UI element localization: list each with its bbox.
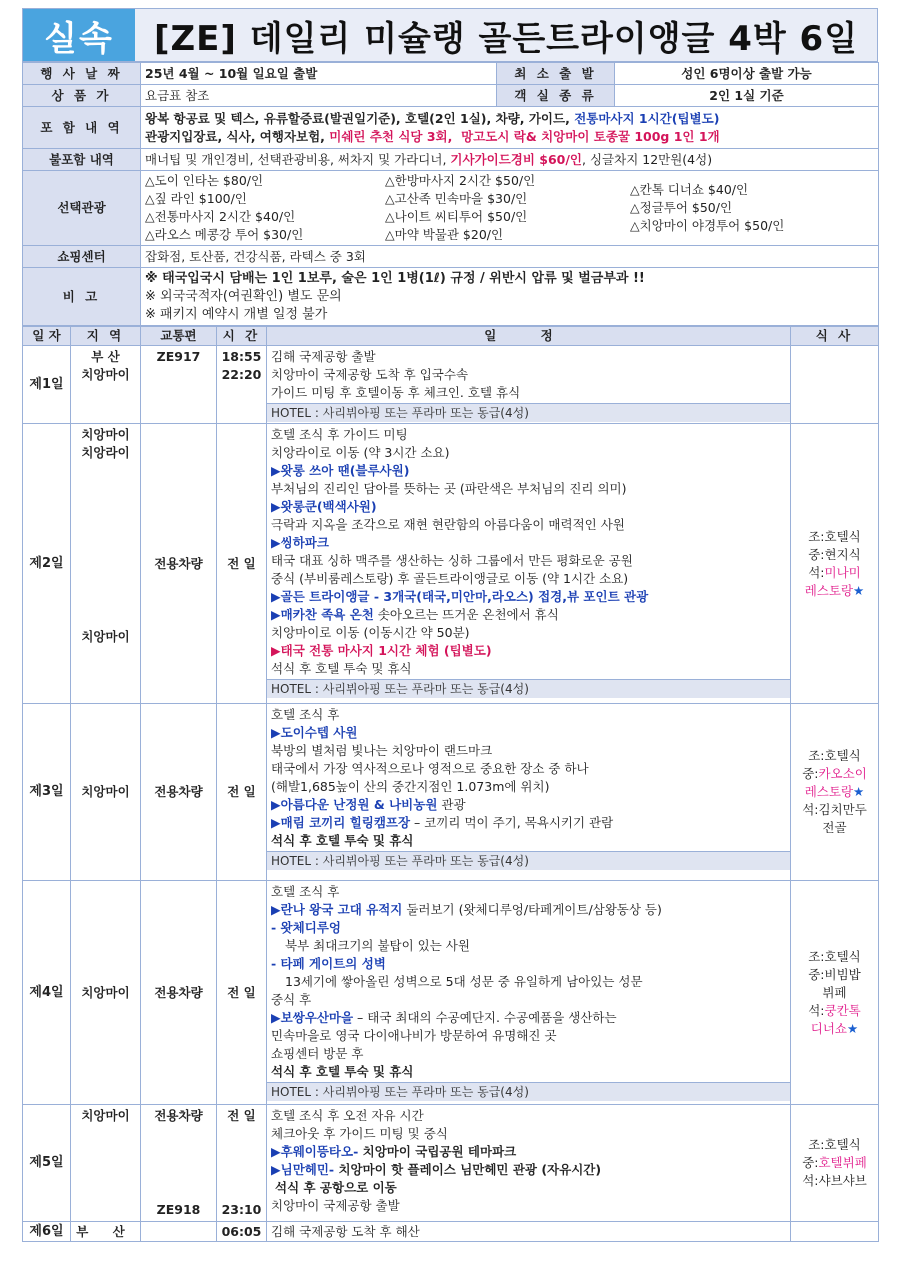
schedule-line bbox=[271, 814, 786, 832]
min-departure-value: 성인 6명이상 출발 가능 bbox=[615, 63, 879, 85]
schedule-line: 치앙마이 국제공항 도착 후 입국수속 bbox=[271, 367, 469, 382]
inclusions-michelin: 미쉐린 추천 식당 3회, bbox=[329, 128, 453, 144]
note-item: ※ 외국국적자(여권확인) 별도 문의 bbox=[145, 288, 342, 304]
optional-tour-item: △고산족 민속마을 $30/인 bbox=[385, 191, 528, 206]
schedule-line: 김해 국제공항 출발 bbox=[271, 349, 376, 364]
day-region bbox=[71, 424, 141, 704]
time-item: 22:20 bbox=[221, 367, 262, 382]
info-table bbox=[22, 62, 879, 326]
meal-breakfast: 조:호텔식 bbox=[808, 1137, 861, 1152]
meal-lunch-place: 호텔뷔페 bbox=[818, 1155, 867, 1170]
min-departure-label: 최 소 출 발 bbox=[497, 63, 615, 85]
meal-lunch: 중:비빔밥 bbox=[808, 966, 861, 982]
schedule-text: – 태국 최대의 수공예단지. 수공예품을 생산하는 bbox=[353, 1010, 617, 1025]
schedule-highlight: ▶님만헤민- bbox=[271, 1162, 335, 1177]
col-header-meal: 식 사 bbox=[791, 327, 879, 346]
day-label: 제4일 bbox=[23, 881, 71, 1105]
schedule-line bbox=[271, 1161, 786, 1179]
meal-dinner-cont bbox=[795, 1020, 874, 1038]
schedule-highlight: ▶씽하파크 bbox=[271, 535, 329, 550]
meal-lunch-place2: 레스토랑 bbox=[804, 784, 854, 799]
room-type-value: 2인 1실 기준 bbox=[615, 85, 879, 107]
inclusions-line2: 관광지입장료, 식사, 여행자보험, bbox=[145, 128, 330, 144]
star-icon: ★ bbox=[847, 1020, 859, 1036]
transport-item: ZE918 bbox=[156, 1202, 201, 1217]
title-row bbox=[22, 8, 878, 62]
schedule-highlight: ▶도이수텝 사원 bbox=[271, 725, 358, 740]
day-time: 06:05 bbox=[217, 1222, 267, 1242]
shopping-value: 잡화점, 토산품, 건강식품, 라텍스 중 3회 bbox=[141, 246, 879, 268]
schedule-line bbox=[271, 1009, 786, 1027]
schedule-text: – 코끼리 먹이 주기, 목욕시키기 관람 bbox=[410, 815, 614, 830]
time-item: 전 일 bbox=[227, 1108, 256, 1123]
day-row bbox=[23, 881, 879, 1105]
day-region: 치앙마이 bbox=[71, 704, 141, 881]
optional-tours-col1 bbox=[145, 172, 385, 244]
meal-lunch bbox=[795, 765, 874, 783]
optional-tour-item: △전통마사지 2시간 $40/인 bbox=[145, 209, 296, 224]
meal-dinner: 석:김치만두 bbox=[802, 802, 867, 817]
col-header-schedule: 일 정 bbox=[267, 327, 791, 346]
schedule-highlight: - 왓체디루엉 bbox=[271, 920, 341, 935]
optional-tour-item: △치앙마이 야경투어 $50/인 bbox=[630, 218, 785, 233]
schedule-line: 쇼핑센터 방문 후 bbox=[271, 1046, 364, 1061]
schedule-line: 석식 후 호텔 투숙 및 휴식 bbox=[271, 661, 412, 676]
schedule-text: 치앙마이 국립공원 테마파크 bbox=[358, 1144, 517, 1159]
day-meal bbox=[791, 346, 879, 424]
exclusions-label: 불포함 내역 bbox=[23, 149, 141, 171]
optional-tour-item: △나이트 씨티투어 $50/인 bbox=[385, 209, 528, 224]
schedule-highlight: ▶아름다운 난정원 & 나비농원 bbox=[271, 797, 438, 812]
schedule-text: 치앙마이 핫 플레이스 님만헤민 관광 (자유시간) bbox=[334, 1162, 602, 1177]
day-schedule bbox=[267, 1105, 791, 1222]
hotel-info: HOTEL : 사리뷔아핑 또는 푸라마 또는 동급(4성) bbox=[267, 1082, 790, 1101]
meal-lunch-prefix: 중: bbox=[802, 1155, 819, 1170]
hotel-info: HOTEL : 사리뷔아핑 또는 푸라마 또는 동급(4성) bbox=[267, 403, 790, 422]
day-meal bbox=[791, 1222, 879, 1242]
day-region: 치앙마이 bbox=[71, 1105, 141, 1222]
day-time: 전 일 bbox=[217, 704, 267, 881]
schedule-table bbox=[22, 326, 879, 1242]
day-time bbox=[217, 1105, 267, 1222]
price-value: 요금표 참조 bbox=[141, 85, 497, 107]
schedule-line: 극락과 지옥을 조각으로 재현 현란함의 아름다움이 매력적인 사원 bbox=[271, 517, 625, 532]
day-schedule bbox=[267, 346, 791, 424]
day-row bbox=[23, 1222, 879, 1242]
star-icon: ★ bbox=[853, 784, 865, 799]
schedule-line bbox=[271, 901, 786, 919]
meal-dinner-place: 쿵칸톡 bbox=[824, 1002, 861, 1018]
schedule-line: 태국 대표 싱하 맥주를 생산하는 싱하 그룹에서 만든 평화로운 공원 bbox=[271, 553, 633, 568]
meal-dinner-place2: 레스토랑 bbox=[804, 582, 854, 598]
meal-lunch-place: 카오소이 bbox=[818, 766, 867, 781]
date-label: 행 사 날 짜 bbox=[23, 63, 141, 85]
transport-item: 전용차량 bbox=[154, 1108, 203, 1123]
schedule-line: 치앙마이 국제공항 출발 bbox=[271, 1198, 400, 1213]
schedule-text: 관광 bbox=[437, 797, 466, 812]
day-schedule: 김해 국제공항 도착 후 해산 bbox=[267, 1222, 791, 1242]
optional-tour-item: △마약 박물관 $20/인 bbox=[385, 227, 504, 242]
itinerary-sheet bbox=[22, 8, 878, 1242]
day-region: 치앙마이 bbox=[71, 881, 141, 1105]
optional-tour-item: △라오스 메콩강 투어 $30/인 bbox=[145, 227, 304, 242]
col-header-transport: 교통편 bbox=[141, 327, 217, 346]
time-item: 23:10 bbox=[221, 1202, 262, 1217]
day-region: 부 산 bbox=[71, 1222, 141, 1242]
day-schedule bbox=[267, 881, 791, 1105]
day-meal bbox=[791, 704, 879, 881]
schedule-line: 석식 후 호텔 투숙 및 휴식 bbox=[271, 833, 414, 848]
exclusions-guide-fee: 기사가이드경비 $60/인 bbox=[450, 151, 583, 167]
room-type-label: 객 실 종 류 bbox=[497, 85, 615, 107]
meal-dinner bbox=[795, 1002, 874, 1020]
meal-lunch bbox=[795, 1154, 874, 1172]
day-row bbox=[23, 1105, 879, 1222]
exclusions-single: , 싱글차지 12만원(4성) bbox=[582, 151, 713, 167]
region-item: 부 산 bbox=[91, 349, 120, 364]
schedule-line: 호텔 조식 후 오전 자유 시간 bbox=[271, 1108, 424, 1123]
schedule-text: 둘러보기 (왓체디루엉/타페게이트/삼왕동상 등) bbox=[402, 902, 662, 917]
meal-dinner bbox=[795, 564, 874, 582]
schedule-line: 부처님의 진리인 담아를 뜻하는 곳 (파란색은 부처님의 진리 의미) bbox=[271, 481, 627, 496]
optional-tour-item: △도이 인타논 $80/인 bbox=[145, 173, 264, 188]
day-meal bbox=[791, 1105, 879, 1222]
inclusions-value bbox=[141, 107, 879, 149]
schedule-highlight: - 타페 게이트의 성벽 bbox=[271, 956, 386, 971]
meal-dinner-place: 미나미 bbox=[824, 564, 861, 580]
exclusions-value bbox=[141, 149, 879, 171]
day-time bbox=[217, 346, 267, 424]
notes-label: 비 고 bbox=[23, 268, 141, 326]
schedule-line: 석식 후 호텔 투숙 및 휴식 bbox=[271, 1064, 414, 1079]
schedule-line: 민속마을로 영국 다이애나비가 방문하여 유명해진 곳 bbox=[271, 1028, 557, 1043]
region-item: 치앙라이 bbox=[81, 445, 130, 460]
schedule-highlight: ▶란나 왕국 고대 유적지 bbox=[271, 902, 403, 917]
schedule-highlight: ▶보쌍우산마을 bbox=[271, 1010, 354, 1025]
day-label: 제3일 bbox=[23, 704, 71, 881]
optional-tour-item: △한방마사지 2시간 $50/인 bbox=[385, 173, 536, 188]
schedule-line: 치앙라이로 이동 (약 3시간 소요) bbox=[271, 445, 450, 460]
star-icon: ★ bbox=[853, 582, 865, 598]
meal-dinner-prefix: 석: bbox=[808, 564, 825, 580]
day-time: 전 일 bbox=[217, 881, 267, 1105]
optional-tours-value bbox=[141, 171, 879, 246]
category-badge: 실속 bbox=[23, 9, 135, 61]
day-schedule bbox=[267, 704, 791, 881]
meal-dinner-place2: 디너쇼 bbox=[810, 1020, 847, 1036]
day-label: 제5일 bbox=[23, 1105, 71, 1222]
inclusions-massage: 전통마사지 1시간(팁별도) bbox=[574, 110, 720, 126]
schedule-highlight: ▶왓롱쿤(백색사원) bbox=[271, 499, 377, 514]
schedule-line: 북방의 별처럼 빛나는 치앙마이 랜드마크 bbox=[271, 743, 493, 758]
schedule-line: 치앙마이로 이동 (이동시간 약 50분) bbox=[271, 625, 470, 640]
schedule-line: 13세기에 쌓아올린 성벽으로 5대 성문 중 유일하게 남아있는 성문 bbox=[285, 974, 643, 989]
schedule-highlight: ▶후웨이뜽타오- bbox=[271, 1144, 359, 1159]
schedule-highlight-red: ▶태국 전통 마사지 1시간 체험 (팁별도) bbox=[271, 643, 492, 658]
day-label: 제1일 bbox=[23, 346, 71, 424]
notes-value bbox=[141, 268, 879, 326]
schedule-line: 호텔 조식 후 bbox=[271, 707, 340, 722]
inclusions-gift: 망고도시 락& 치앙마이 토종꿀 100g 1인 1개 bbox=[461, 128, 720, 144]
optional-tours-label: 선택관광 bbox=[23, 171, 141, 246]
day-row bbox=[23, 424, 879, 704]
region-item: 치앙마이 bbox=[81, 629, 130, 644]
meal-lunch-prefix: 중: bbox=[802, 766, 819, 781]
page-title: [ZE] 데일리 미슐랭 골든트라이앵글 4박 6일 bbox=[135, 9, 877, 61]
schedule-highlight: ▶매림 코끼리 힐링캠프장 bbox=[271, 815, 411, 830]
optional-tours-col2 bbox=[385, 172, 630, 244]
optional-tour-item: △정글투어 $50/인 bbox=[630, 200, 733, 215]
region-item: 치앙마이 bbox=[81, 367, 130, 382]
schedule-highlight: ▶골든 트라이앵글 - 3개국(태국,미안마,라오스) 접경,뷰 포인트 관광 bbox=[271, 589, 649, 604]
price-label: 상 품 가 bbox=[23, 85, 141, 107]
optional-tour-item: △칸톡 디너쇼 $40/인 bbox=[630, 182, 749, 197]
schedule-highlight: ▶매카찬 족욕 온천 bbox=[271, 607, 374, 622]
inclusions-line1: 왕복 항공료 및 텍스, 유류할증료(발권일기준), 호텔(2인 1실), 차량, 가이드, bbox=[145, 110, 575, 126]
col-header-day: 일 자 bbox=[23, 327, 71, 346]
schedule-line bbox=[271, 606, 786, 624]
day-transport: 전용차량 bbox=[141, 424, 217, 704]
schedule-line: 호텔 조식 후 bbox=[271, 884, 340, 899]
meal-breakfast: 조:호텔식 bbox=[808, 748, 861, 763]
region-item: 치앙마이 bbox=[81, 427, 130, 442]
meal-breakfast: 조:호텔식 bbox=[808, 528, 861, 544]
day-row bbox=[23, 704, 879, 881]
date-value: 25년 4월 ~ 10월 일요일 출발 bbox=[141, 63, 497, 85]
meal-dinner-cont: 전골 bbox=[822, 820, 847, 835]
schedule-line: 태국에서 가장 역사적으로나 영적으로 중요한 장소 중 하나 bbox=[271, 761, 589, 776]
schedule-line: 중식 (부비룸레스토랑) 후 골든트라이앵글로 이동 (약 1시간 소요) bbox=[271, 571, 629, 586]
day-transport: 전용차량 bbox=[141, 881, 217, 1105]
col-header-time: 시 간 bbox=[217, 327, 267, 346]
schedule-line: 석식 후 공항으로 이동 bbox=[275, 1180, 397, 1195]
day-transport bbox=[141, 1105, 217, 1222]
day-time: 전 일 bbox=[217, 424, 267, 704]
schedule-line bbox=[271, 796, 786, 814]
inclusions-label: 포 함 내 역 bbox=[23, 107, 141, 149]
day-meal bbox=[791, 424, 879, 704]
day-schedule bbox=[267, 424, 791, 704]
day-region bbox=[71, 346, 141, 424]
schedule-line: (해발1,685높이 산의 중간지점인 1.073m에 위치) bbox=[271, 779, 550, 794]
time-item: 18:55 bbox=[221, 349, 262, 364]
day-transport bbox=[141, 1222, 217, 1242]
optional-tours-col3 bbox=[630, 172, 850, 235]
day-label: 제2일 bbox=[23, 424, 71, 704]
shopping-label: 쇼핑센터 bbox=[23, 246, 141, 268]
day-row bbox=[23, 346, 879, 424]
meal-lunch-cont bbox=[795, 783, 874, 801]
day-meal bbox=[791, 881, 879, 1105]
hotel-info: HOTEL : 사리뷔아핑 또는 푸라마 또는 동급(4성) bbox=[267, 679, 790, 698]
schedule-line: 북부 최대크기의 불탑이 있는 사원 bbox=[285, 938, 470, 953]
day-transport: 전용차량 bbox=[141, 704, 217, 881]
meal-lunch-cont: 뷔페 bbox=[822, 984, 847, 1000]
schedule-highlight: ▶왓롱 쓰아 땐(블루사원) bbox=[271, 463, 410, 478]
schedule-line: 중식 후 bbox=[271, 992, 312, 1007]
meal-dinner-cont bbox=[795, 582, 874, 600]
meal-lunch: 중:현지식 bbox=[808, 546, 861, 562]
schedule-line: 체크아웃 후 가이드 미팅 및 중식 bbox=[271, 1126, 448, 1141]
day-label: 제6일 bbox=[23, 1222, 71, 1242]
note-item: ※ 태국입국시 담배는 1인 1보루, 술은 1인 1병(1ℓ) 규정 / 위반시 압류 및 벌금부과 !! bbox=[145, 270, 645, 286]
hotel-info: HOTEL : 사리뷔아핑 또는 푸라마 또는 동급(4성) bbox=[267, 851, 790, 870]
day-transport: ZE917 bbox=[141, 346, 217, 424]
schedule-line bbox=[271, 1143, 786, 1161]
schedule-line: 가이드 미팅 후 호텔이동 후 체크인. 호텔 휴식 bbox=[271, 385, 521, 400]
schedule-line: 호텔 조식 후 가이드 미팅 bbox=[271, 427, 408, 442]
meal-breakfast: 조:호텔식 bbox=[808, 948, 861, 964]
schedule-text: 솟아오르는 뜨거운 온천에서 휴식 bbox=[373, 607, 559, 622]
col-header-region: 지 역 bbox=[71, 327, 141, 346]
note-item: ※ 패키지 예약시 개별 일정 불가 bbox=[145, 306, 328, 322]
optional-tour-item: △짚 라인 $100/인 bbox=[145, 191, 247, 206]
meal-dinner: 석:샤브샤브 bbox=[802, 1173, 867, 1188]
exclusions-text: 매너팁 및 개인경비, 선택관광비용, 써차지 및 가라디너, bbox=[145, 151, 451, 167]
meal-dinner-prefix: 석: bbox=[808, 1002, 825, 1018]
